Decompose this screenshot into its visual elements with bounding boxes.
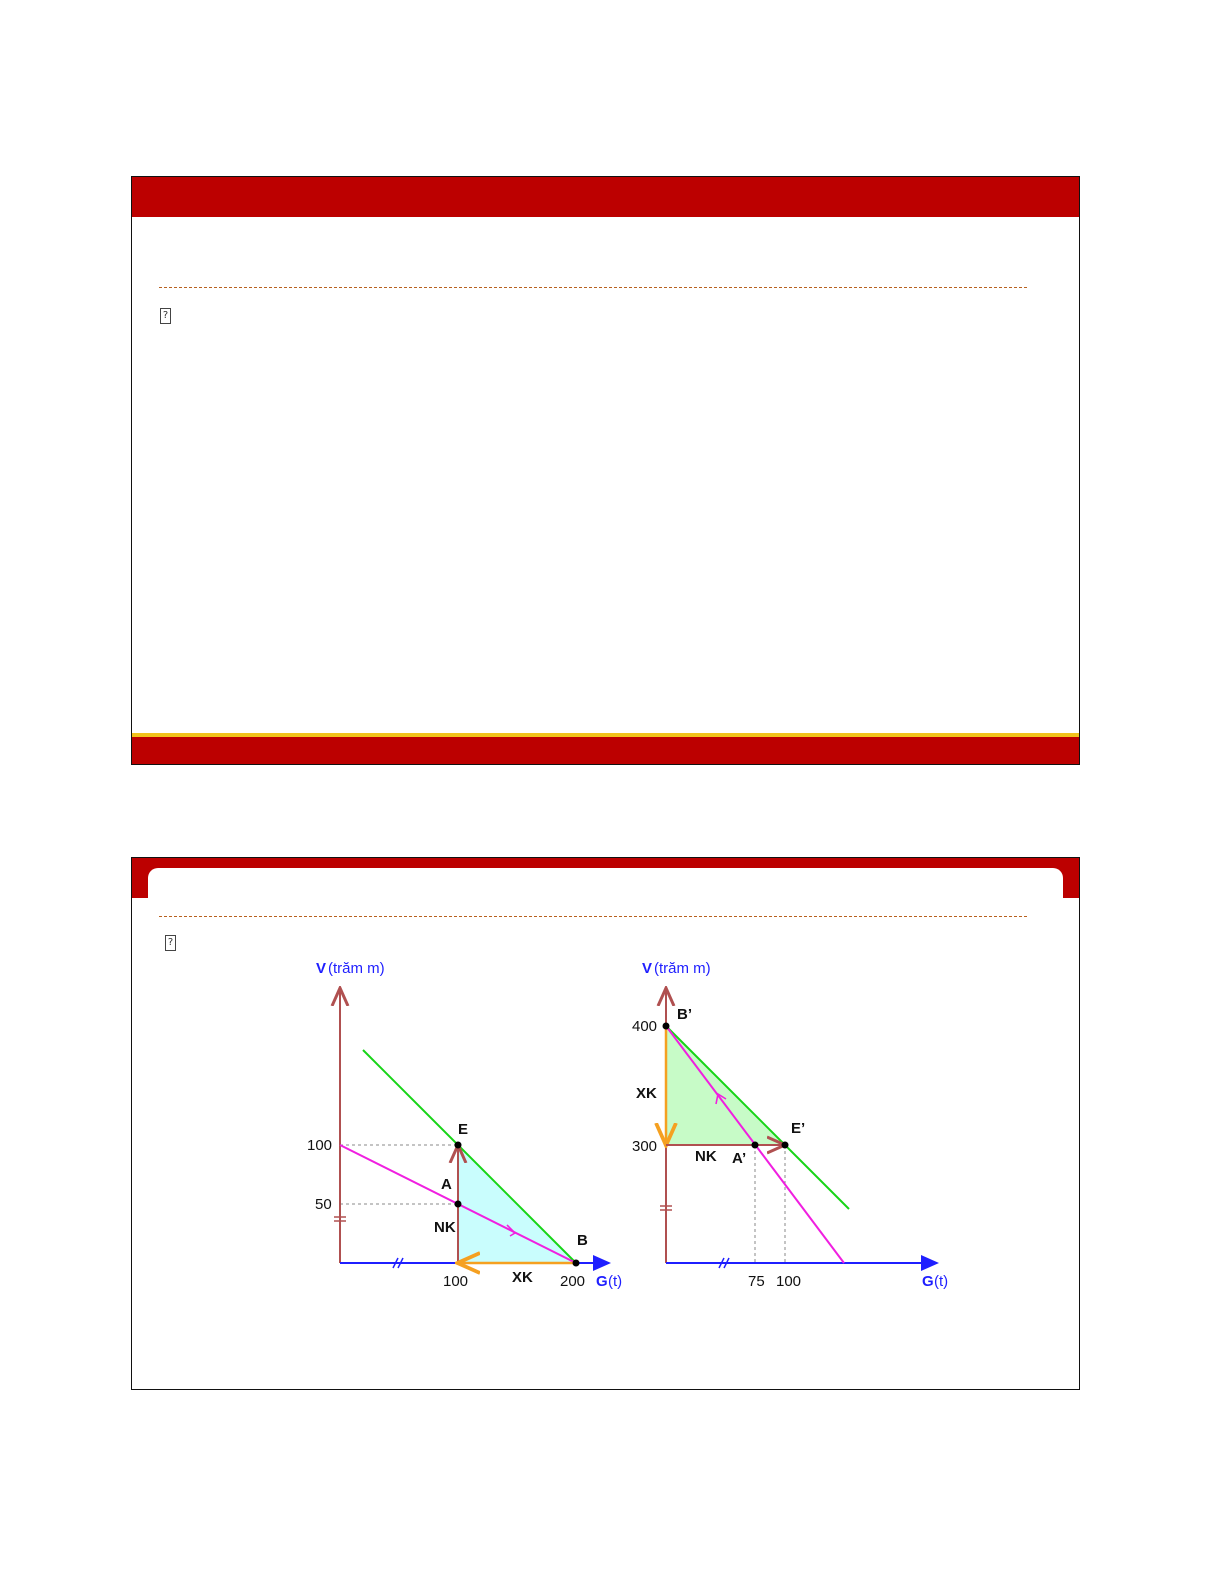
right-y-axis-unit: (trăm m): [654, 960, 711, 977]
right-x-tick-label: 75: [748, 1273, 765, 1290]
point-E-label: E: [458, 1121, 469, 1138]
point-B-prime: [663, 1023, 670, 1030]
left-y-axis-symbol: V: [316, 960, 327, 977]
left-xk-label: XK: [512, 1269, 533, 1286]
point-A-label: A: [441, 1176, 452, 1193]
point-B-prime-label: B’: [677, 1006, 692, 1023]
left-x-tick-label: 200: [560, 1273, 586, 1290]
point-A-prime: [752, 1142, 759, 1149]
right-x-axis-symbol: G: [922, 1273, 934, 1290]
missing-glyph-icon: ?: [165, 935, 176, 951]
left-x-tick-label: 100: [443, 1273, 469, 1290]
right-y-tick-label: 400: [632, 1018, 658, 1035]
point-E-prime-label: E’: [791, 1120, 806, 1137]
right-y-axis-symbol: V: [642, 960, 653, 977]
point-E-prime: [782, 1142, 789, 1149]
left-y-axis-unit: (trăm m): [328, 960, 385, 977]
point-B-label: B: [577, 1232, 588, 1249]
left-y-tick-label: 50: [315, 1196, 332, 1213]
right-xk-label: XK: [636, 1085, 657, 1102]
left-nk-label: NK: [434, 1219, 456, 1236]
left-x-axis-symbol: G: [596, 1273, 608, 1290]
left-x-axis-unit: (t): [608, 1273, 623, 1290]
left-y-tick-label: 100: [307, 1137, 333, 1154]
missing-glyph-icon: ?: [160, 308, 171, 324]
point-A-prime-label: A’: [732, 1150, 747, 1167]
right-y-tick-label: 300: [632, 1138, 658, 1155]
right-x-tick-label: 100: [776, 1273, 802, 1290]
right-x-axis-unit: (t): [934, 1273, 949, 1290]
right-nk-label: NK: [695, 1148, 717, 1165]
